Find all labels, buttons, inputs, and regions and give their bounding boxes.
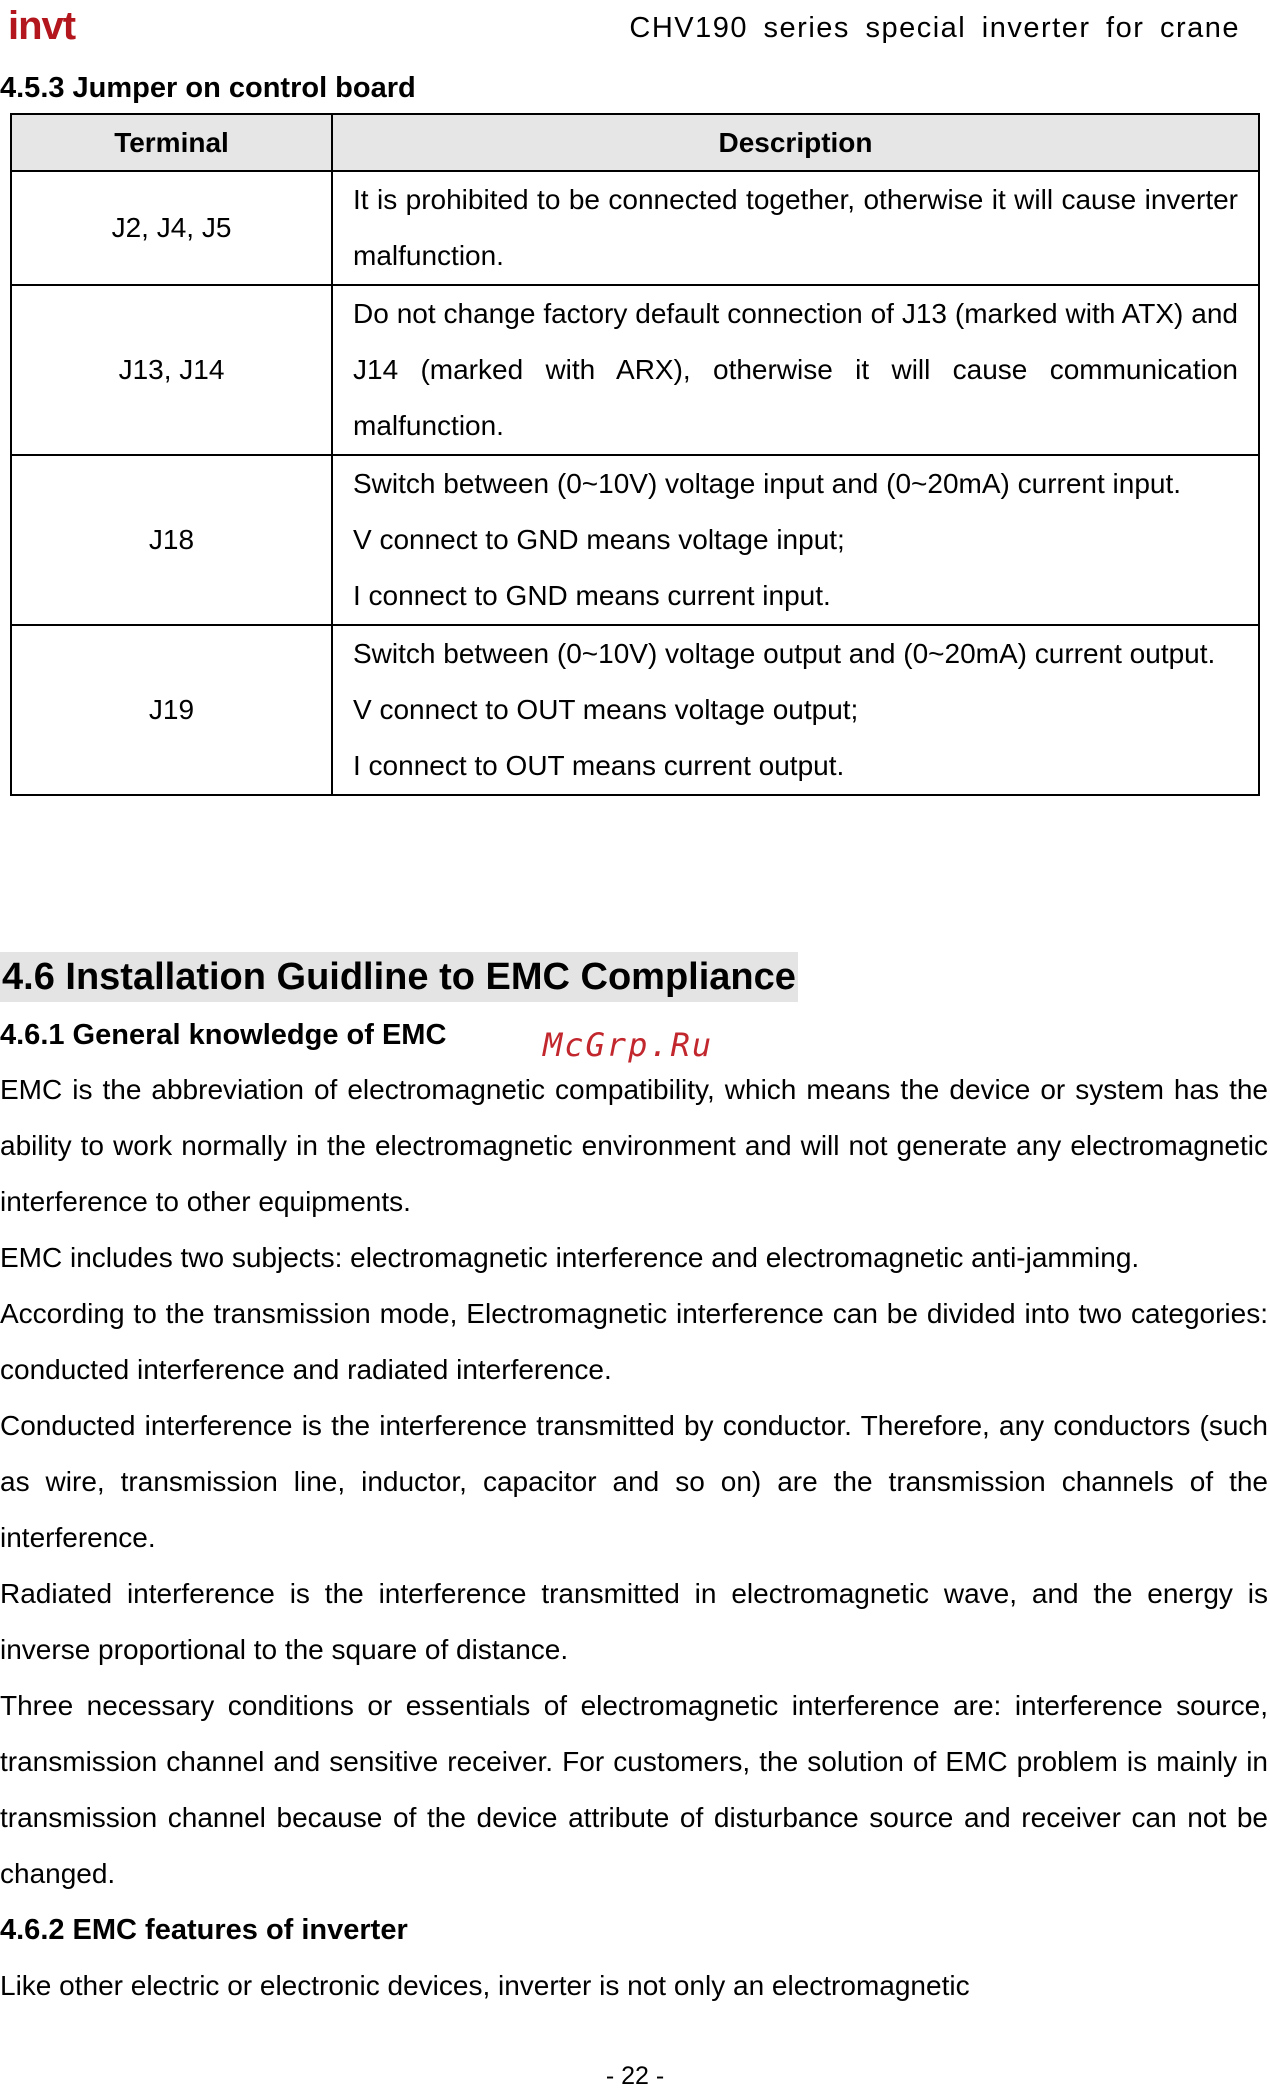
terminal-cell: J13, J14 [11,285,332,455]
description-text: V connect to GND means voltage input; [353,524,845,555]
column-header-description: Description [332,114,1259,171]
paragraph: EMC is the abbreviation of electromagnetic compatibility, which means the device or system has the ability to work normally in the electromagnetic environment and will not generate any electromagnetic interference to other equipments. [0,1074,1268,1217]
description-cell [332,625,1259,795]
table-row [11,625,1259,795]
jumper-table [10,113,1260,796]
description-text: Switch between (0~10V) voltage output and (0~20mA) current output. [353,638,1216,669]
section-heading-4-5-3: 4.5.3 Jumper on control board [0,72,416,104]
table-row [11,171,1259,285]
description-text: It is prohibited to be connected together, otherwise it will cause inverter malfunction. [353,184,1238,271]
watermark: McGrp.Ru [543,1026,714,1064]
paragraph: EMC includes two subjects: electromagnetic interference and electromagnetic anti-jamming. [0,1242,1140,1273]
page-number: - 22 - [605,2062,665,2090]
paragraph: Radiated interference is the interference transmitted in electromagnetic wave, and the energy is inverse proportional to the square of distance. [0,1578,1268,1665]
paragraph: According to the transmission mode, Electromagnetic interference can be divided into two categories: conducted interference and radiated interference. [0,1298,1268,1385]
description-text: Switch between (0~10V) voltage input and (0~20mA) current input. [353,468,1182,499]
body-text [0,1062,1268,2014]
paragraph: Conducted interference is the interference transmitted by conductor. Therefore, any conductors (such as wire, transmission line, inductor, capacitor and so on) are the transmission channels of the interference. [0,1410,1268,1553]
table-row [11,455,1259,625]
description-text: Do not change factory default connection of J13 (marked with ATX) and J14 (marked with ARX), otherwise it will cause communication malfunction. [353,298,1238,441]
description-cell [332,455,1259,625]
paragraph: Like other electric or electronic devices, inverter is not only an electromagnetic [0,1970,970,2001]
description-text: V connect to OUT means voltage output; [353,694,859,725]
terminal-cell: J2, J4, J5 [11,171,332,285]
description-cell [332,171,1259,285]
section-heading-4-6-1: 4.6.1 General knowledge of EMC [0,1019,447,1051]
header-title: CHV190 series special inverter for crane [629,12,1240,44]
terminal-cell: J18 [11,455,332,625]
description-cell [332,285,1259,455]
column-header-terminal: Terminal [11,114,332,171]
description-text: I connect to GND means current input. [353,580,831,611]
table-row [11,285,1259,455]
terminal-cell: J19 [11,625,332,795]
table-header-row [11,114,1259,171]
section-heading-4-6-2: 4.6.2 EMC features of inverter [0,1914,408,1946]
section-heading-4-6: 4.6 Installation Guidline to EMC Compliance [0,952,798,1002]
paragraph: Three necessary conditions or essentials of electromagnetic interference are: interference source, transmission channel and sensitive receiver. For customers, the solution of EMC problem is mainly in transmission channel because of the device attribute of disturbance source and receiver can not be changed. [0,1690,1268,1889]
description-text: I connect to OUT means current output. [353,750,845,781]
invt-logo: invt [8,4,76,48]
